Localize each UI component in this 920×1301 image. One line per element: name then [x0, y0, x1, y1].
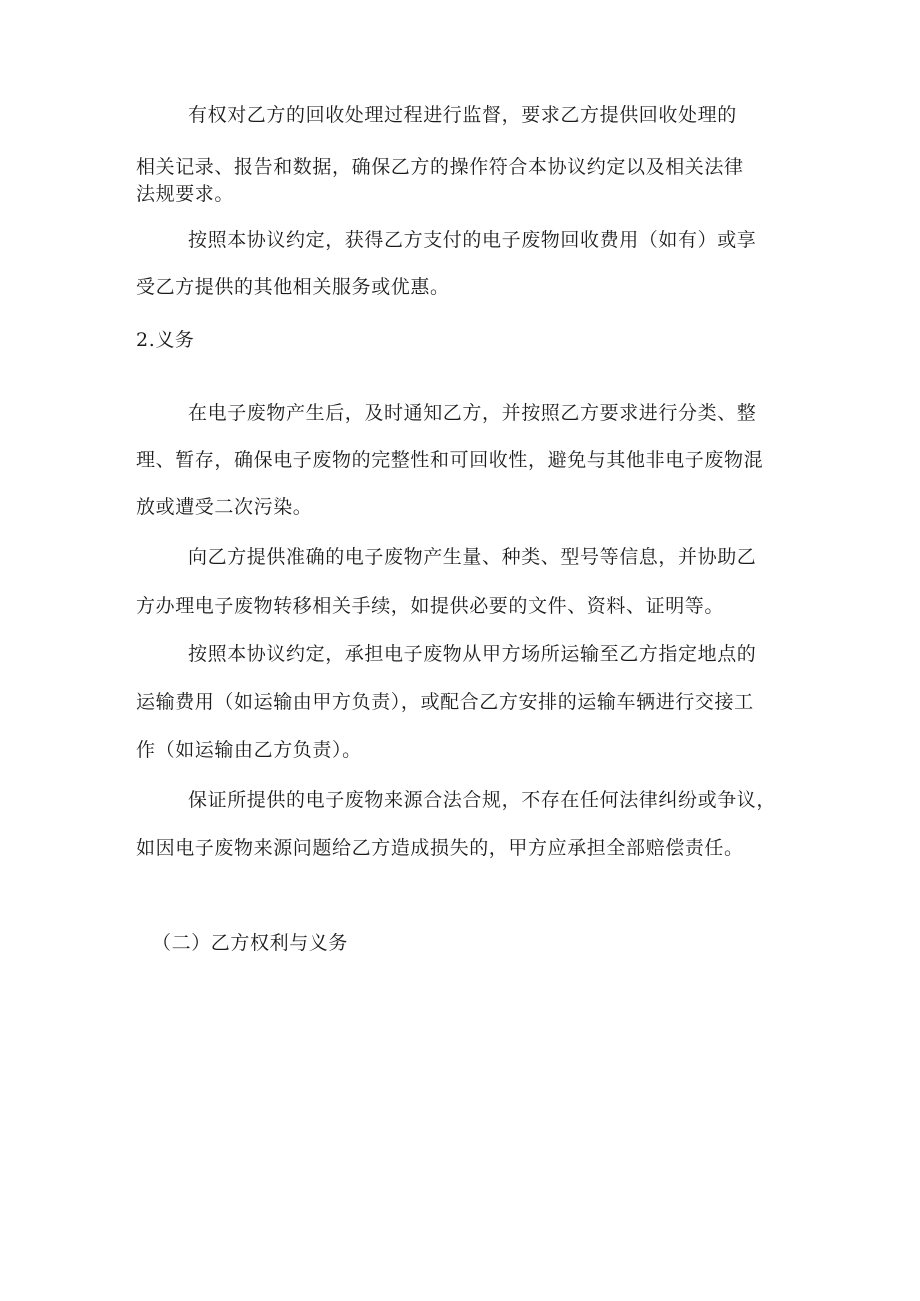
- paragraph-line: 按照本协议约定，获得乙方支付的电子废物回收费用（如有）或享: [188, 229, 757, 251]
- paragraph-line: 相关记录、报告和数据，确保乙方的操作符合本协议约定以及相关法律: [136, 156, 744, 178]
- paragraph-line: 放或遭受二次污染。: [136, 496, 313, 518]
- section-heading: 2.义务: [136, 329, 195, 351]
- paragraph-line: 保证所提供的电子废物来源合法合规，不存在任何法律纠纷或争议，: [188, 789, 777, 811]
- paragraph-line: 法规要求。: [136, 183, 235, 205]
- paragraph-line: 如因电子废物来源问题给乙方造成损失的，甲方应承担全部赔偿责任。: [136, 837, 744, 859]
- paragraph-line: 方办理电子废物转移相关手续，如提供必要的文件、资料、证明等。: [136, 595, 725, 617]
- section-heading: （二）乙方权利与义务: [152, 932, 349, 954]
- paragraph-line: 作（如运输由乙方负责）。: [136, 739, 362, 761]
- paragraph-line: 受乙方提供的其他相关服务或优惠。: [136, 276, 450, 298]
- paragraph-line: 在电子废物产生后，及时通知乙方，并按照乙方要求进行分类、整: [188, 402, 757, 424]
- paragraph-line: 理、暂存，确保电子废物的完整性和可回收性，避免与其他非电子废物混: [136, 449, 764, 471]
- paragraph-line: 运输费用（如运输由甲方负责），或配合乙方安排的运输车辆进行交接工: [136, 691, 754, 713]
- paragraph-line: 按照本协议约定，承担电子废物从甲方场所运输至乙方指定地点的: [188, 643, 757, 665]
- paragraph-line: 向乙方提供准确的电子废物产生量、种类、型号等信息，并协助乙: [188, 546, 757, 568]
- paragraph-line: 有权对乙方的回收处理过程进行监督，要求乙方提供回收处理的: [188, 104, 737, 126]
